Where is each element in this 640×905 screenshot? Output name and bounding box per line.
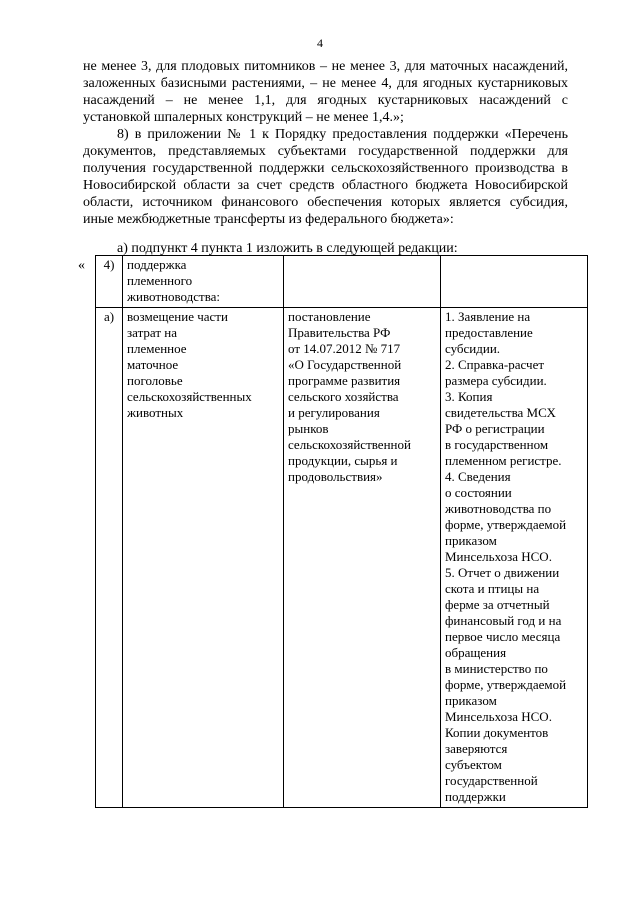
documents-list-cell <box>441 256 588 308</box>
row-number: 4) <box>103 257 115 272</box>
row-number: а) <box>103 309 115 324</box>
subitem-a-line: а) подпункт 4 пункта 1 изложить в следующей редакции: <box>117 241 458 256</box>
support-type-cell <box>123 256 284 308</box>
legal-act-cell <box>284 256 441 308</box>
support-type-text: поддержка племенного животноводства: <box>127 257 221 304</box>
support-type-text: возмещение части затрат на племенное маточное поголовье сельскохозяйственных животных <box>127 309 252 420</box>
documents-list-text: 1. Заявление на предоставление субсидии. 2. Справка-расчет размера субсидии. 3. Копия свидетельства МСХ РФ о регистрации в государственном племенном регистре. 4. Сведения о состоянии животноводства по форме, утверждаемой приказом Минсельхоза НСО. 5. Отчет о движении скота и птицы на ферме за отчетный финансовый год и на первое число месяца обращения в министерство по форме, утверждаемой приказом Минсельхоза НСО. Копии документов заверяются субъектом государственной поддержки <box>445 309 567 804</box>
documents-table <box>95 255 588 808</box>
legal-act-text: постановление Правительства РФ от 14.07.2012 № 717 «О Государственной программе развития сельского хозяйства и регулирования рынков сельскохозяйственной продукции, сырья и продовольствия» <box>288 309 411 484</box>
paragraph-continuation: не менее 3, для плодовых питомников – не менее 3, для маточных насаждений, заложенных базисными растениями, – не менее 4, для ягодных кустарниковых насаждений – не менее 1,1, для ягодных кустарниковых насаждений с установкой шпалерных конструкций – не менее 1,4.»; <box>83 59 568 125</box>
paragraph-item-8: 8) в приложении № 1 к Порядку предоставления поддержки «Перечень документов, представляемых субъектами государственной поддержки для получения государственной поддержки сельскохозяйственного производства в Новосибирской области за счет средств областного бюджета Новосибирской области, источником финансового обеспечения которых является субсидия, иные межбюджетные трансферты из федерального бюджета»: <box>83 127 568 227</box>
legal-act-cell <box>284 308 441 808</box>
documents-list-cell <box>441 308 588 808</box>
table-row <box>96 256 588 308</box>
page-number: 4 <box>317 36 323 50</box>
table-row <box>96 308 588 808</box>
opening-quote: « <box>78 258 85 273</box>
support-type-cell <box>123 308 284 808</box>
row-number-cell <box>96 308 123 808</box>
row-number-cell <box>96 256 123 308</box>
